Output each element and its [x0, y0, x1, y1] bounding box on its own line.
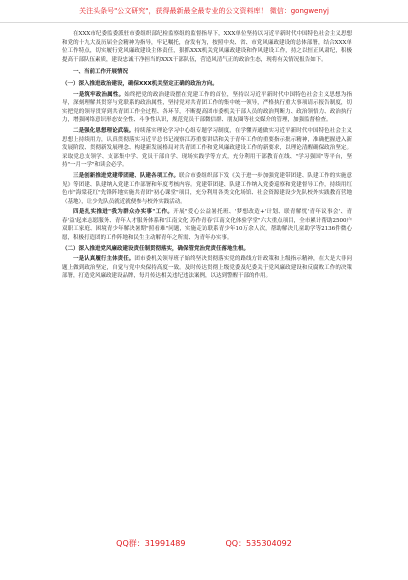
- paragraph-lead: 四是扎实推进"我为群众办实事"工作。: [73, 209, 174, 216]
- paragraph-text: 开展"爱心公益暑托班、'梦想改造+'计划、联青解忧'青年议事会'、青春'益'起来志愿服务、青年人才服务体系和'江南文化 苏作青春'江南文化体验学堂"六大重点项目，全市累计帮助2500户双职工家庭、困境青少年解决暑期"照看难"问题，实施走访联系青少年10万余人次，帮助解决儿童助学等2136件微心愿，积极打造团的工作阵地和民生主动解青年之所需、为青年办实事。: [62, 209, 352, 242]
- paragraph-lead: 一是筑牢政治属性。: [73, 91, 125, 98]
- paragraph-lead: 三是创新推进党建带团建、队建各项工作。: [73, 172, 180, 179]
- section-heading: 一、当前工作开展情况: [73, 69, 129, 76]
- document-body: [62, 30, 352, 283]
- subsection-heading-2: （二）深入推进党风廉政建设责任制贯彻落实，确保管党治党责任落地生根。: [62, 245, 250, 252]
- paragraph-2: [62, 127, 352, 170]
- paragraph-text: 联合市委组织部下发《关于进一步加强党建带团建、队建工作的实施意见》等团建、队建纳入党建工作部署和年度考核内容。党建带团建、队建工作纳入党委巡察和党建督导工作，持续用红色市"海棠花红"先锋阵地实施共青团"初心课堂"项目，充分利用各类文化场馆、社会资源建设少先队校外实践教育营地（基地），让少先队员就近就便参与校外实践活动。: [62, 172, 352, 205]
- paragraph-5: [62, 255, 352, 281]
- paragraph-3: [62, 172, 352, 206]
- paragraph-text: 始终把党的政治建设摆在党建工作的首位，坚持以习近平新时代中国特色社会主义思想为指导，深刻理解其贯穿与党联系的政治属性，坚持党对共青团工作的集中统一领导，严格执行重大事项请示报告制度，切实把党的领导贯穿到共青团工作全过程、各环节，不断提高团市委机关干部人员的政治判断力、政治领悟力、政治执行力，增强网络意识形态安全性、斗争性认识，规范党员干部微信群、朋友圈等社交媒介的管理，加强监督检查。: [62, 91, 352, 124]
- header-banner: 关注头条号"公文研究"，获得最新最全最专业的公文资料库！ 微信：gongwenyj: [0, 0, 408, 23]
- paragraph-text: 持续落实理论学习中心组专题学习制度，在学懂弄通做实习近平新时代中国特色社会主义思想上持续用力，认真贯彻落实习近平总书记视察江苏重要讲话和关于青年工作的重要指示批示精神，准确把握进入新发展阶段、贯彻新发展理念、构建新发展格局对共青团工作和党风廉政建设工作的新要求，以理论清醒确保政治坚定。采取党总支领学、支部集中学、党员干部自学、现场实践学等方式，充分利用干部教育在线、"学习强国"等平台，坚持"一月一学"和读会必学。: [62, 127, 352, 169]
- subsection-heading-1: （一）深入推进政治建设，确保XXX机关坚定正确的政治方向。: [62, 80, 218, 87]
- qq-number: QQ：535304092: [225, 539, 292, 548]
- paragraph-lead: 二是强化思想理论武装。: [73, 127, 135, 134]
- paragraph-text: 团市委机关领导班子始终坚决贯彻落实党的路线方针政策和上级指示精神，在大是大非问题上做到政治坚定，自觉与党中央保持高度一致。及时传达贯彻上级党委及纪委关于党风廉政建设和反腐败工作的决策部署，打造党风廉政建设品牌，每月传达相关违纪违法案例，以达到警醒干部的作用。: [62, 256, 352, 280]
- footer-contact: [0, 538, 408, 552]
- paragraph-1: [62, 91, 352, 125]
- qq-group: QQ群：31991489: [116, 539, 186, 548]
- paragraph-lead: 一是认真履行主体责任。: [73, 256, 135, 263]
- intro-paragraph: 在XXX市纪委监委派驻市委组织部纪检监察组的监督指导下，XXX单位坚持以习近平新时代中国特色社会主义思想和党的十九大及历届全会精神为指导，牢记嘱托，奋发有为，按照中央、省、市党风廉政建设的总体部署，结合XXX单位工作特点，切实履行党风廉政建设主体责任，狠抓XXX机关党风廉政建设和作风建设工作，持之以恒正风肃纪，积极提高干部队伍素质，建设忠诚干净担当的XXX干部队伍，营造风清气正的政治生态，现将有关情况报告如下。: [62, 31, 352, 63]
- paragraph-4: [62, 208, 352, 242]
